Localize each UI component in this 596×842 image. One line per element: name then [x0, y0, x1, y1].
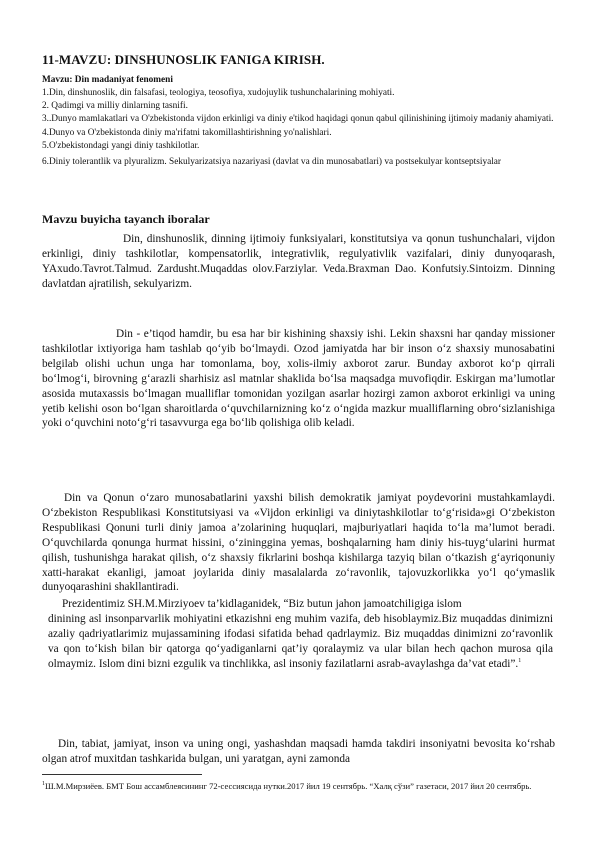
footnote [42, 780, 555, 792]
plan-item: 4.Dunyo va O'zbekistonda diniy ma'rifatni takomillashtirishning yo'nalishlari. [42, 127, 332, 138]
body-paragraph: Din - e’tiqod hamdir, bu esa har bir kishining shaxsiy ishi. Lekin shaxsni har qanday missioner tashkilotlar ixtiyoriga ham tashlab qo‘yib bo‘lmaydi. Ozod jamiyatda har bir inson o‘z shaxsiy munosabatini belgilab olishi uchun unga har tomonlama, boy, xolis-ilmiy axborot zarur. Bunday axborot ko‘p qirrali bo‘lmog‘i, birovning g‘arazli sharhisiz asl matnlar shaklida bo‘lsa maqsadga muvofiqdir. Eskirgan ma’lumotlar asosida mutaxassis bo‘lmagan mualliflar tomonidan yozilgan asarlar hozirgi zamon axborot erkinligi va uning yetib kelishi oson bo‘lgan sharoitlarda o‘quvchilarnizning ko‘z o‘ngida mazkur mualliflarning obro‘sizlanishiga yoki o‘quvchini noto‘g‘ri tasavvurga ega bo‘lib qolishiga olib keladi. [42, 328, 555, 430]
body-paragraph: Prezidentimiz SH.M.Mirziyoev ta’kidlaganidek, “Biz butun jahon jamoatchiligiga islom [62, 598, 462, 610]
plan-item: 3..Dunyo mamlakatlari va O'zbekistonda vijdon erkinligi va diniy e'tikod haqidagi qonun qabul qilinishining ijtimoiy madaniy ahamiyati. [42, 114, 554, 125]
quote-text: dinining asl insonparvarlik mohiyatini etkazishni eng muhim vazifa, deb hisoblaymiz.Biz muqaddas dinimizni azaliy qadriyatlarimiz mujassamining ifodasi sifatida behad qadrlaymiz. Biz muqaddas dinimizni zo‘ravonlik va qon to‘kish bilan bir qatorga qo‘yadiganlarni qat’iy qoralaymiz va ular bilan hech qachon murosa qila olmaymiz. Islom dini bizni ezgulik va tinchlikka, asl insoniy fazilatlarni asrab-avaylashga da’vat etadi”. [48, 613, 553, 670]
body-paragraph: Din va Qonun o‘zaro munosabatlarini yaxshi bilish demokratik jamiyat poydevorini mustahkamlaydi. O‘zbekiston Respublikasi Konstitutsiyasi va «Vijdon erkinligi va diniytashkilotlar to‘g‘risida»gi O‘zbekiston Respublikasi Qonuni turli diniy jamoa a’zolarining huquqlari, majburiyatlari haqida to‘la ma’lumot beradi. O‘quvchilarda qonunga hurmat hissini, o‘zininggina yemas, boshqalarning ham diniy his-tuyg‘ularini hurmat qilish, tushunishga harakat qilish, o‘z shaxsiy fikrlarini boshqa kishilarga tazyiq bilan o‘tkazish g‘ayriqonuniy xatti-harakat ekanligi, jamoat joylarida diniy masalalarda zo‘ravonlik, tajovuzkorlikka yo‘l qo‘ymaslik dunyoqarashini shakllantiradi. [42, 492, 555, 594]
key-terms-paragraph: Din, dinshunoslik, dinning ijtimoiy funksiyalari, konstitutsiya va qonun tushunchalari, vijdon erkinligi, diniy tashkilotlar, kompensatorlik, integrativlik, regulyativlik vazifalari, diniy dunyoqarash, YAxudo.Tavrot.Talmud. Zardusht.Muqaddas olov.Farziylar. Veda.Braxman Dao. Konfutsiy.Sintoizm. Dinning davlatdan ajratilish, sekulyarizm. [42, 233, 555, 290]
quote-paragraph [48, 612, 553, 672]
body-paragraph: Din, tabiat, jamiyat, inson va uning ongi, yashashdan maqsadi hamda takdiri insoniyatni bevosita ko‘rshab olgan atrof muxitdan tashkarida bulgan, uni yaratgan, ayni zamonda [42, 738, 555, 765]
plan-item: 1.Din, dinshunoslik, din falsafasi, teologiya, teosofiya, xudojuylik tushunchalarining mohiyati. [42, 88, 395, 98]
topic-line: Mavzu: Din madaniyat fenomeni [42, 75, 173, 85]
footnote-reference[interactable]: 1 [518, 657, 522, 664]
plan-item: 6.Diniy tolerantlik va plyuralizm. Sekulyarizatsiya nazariyasi (davlat va din munosabatlari) va postsekulyar kontseptsiyalar [42, 157, 502, 168]
footnote-separator [42, 774, 202, 775]
lecture-plan [42, 87, 555, 172]
footnote-number: 1 [42, 781, 45, 788]
key-terms-heading: Mavzu buyicha tayanch iboralar [42, 212, 210, 226]
plan-item: 5.O'zbekistondagi yangi diniy tashkilotlar. [42, 140, 200, 151]
footnote-text: Ш.М.Мирзиёев. БМТ Бош ассамблеясининг 72-сессиясида нутки.2017 йил 19 сентябрь. “Халқ сўзи” газетаси, 2017 йил 20 сентябрь. [45, 781, 532, 791]
chapter-heading: 11-MAVZU: DINSHUNOSLIK FANIGA KIRISH. [42, 52, 325, 67]
plan-item: 2. Qadimgi va milliy dinlarning tasnifi. [42, 101, 188, 112]
